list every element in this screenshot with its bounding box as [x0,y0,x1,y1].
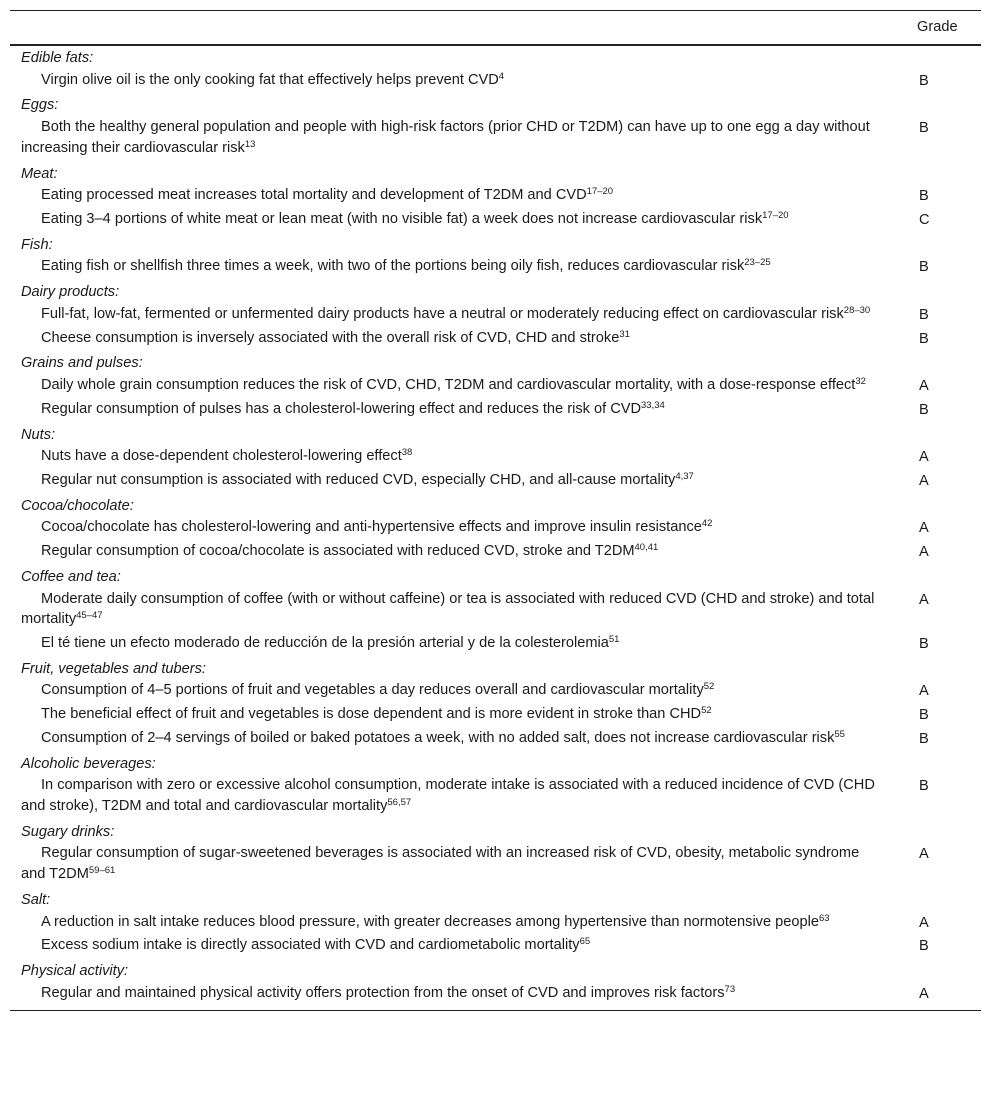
statement-text: Daily whole grain consumption reduces the risk of CVD, CHD, T2DM and cardiovascular mortality, with a dose-response effect [41,377,856,394]
statement-text: Regular consumption of cocoa/chocolate is associated with reduced CVD, stroke and T2DM [41,543,635,560]
reference-superscript: 4,37 [675,470,694,482]
reference-superscript: 52 [701,705,712,717]
recommendation-row [10,70,981,94]
statement-text: Virgin olive oil is the only cooking fat that effectively helps prevent CVD [41,71,499,88]
recommendation-statement [10,185,907,209]
recommendation-statement [10,843,907,887]
statement-text: Regular consumption of pulses has a cholesterol-lowering effect and reduces the risk of CVD [41,400,642,417]
evidence-table [10,10,981,1011]
reference-superscript: 33,34 [641,399,665,411]
recommendation-row [10,446,981,470]
category-heading: Coffee and tea: [21,568,121,585]
statement-text: Eating 3–4 portions of white meat or lean meat (with no visible fat) a week does not increase cardiovascular risk [41,211,763,228]
reference-superscript: 73 [724,983,736,995]
recommendation-statement [10,470,907,494]
recommendation-row [10,399,981,423]
table-body [10,45,981,1011]
grade-value: B [919,188,929,205]
recommendation-statement [10,70,907,94]
category-row [10,233,981,257]
recommendation-statement [10,304,907,328]
recommendation-row [10,912,981,936]
reference-superscript: 63 [818,912,830,924]
statement-text: Cocoa/chocolate has cholesterol-lowering and anti-hypertensive effects and improve insulin resistance [41,519,702,536]
grade-value: A [919,591,929,608]
category-heading: Dairy products: [21,284,120,301]
recommendation-row [10,589,981,633]
grade-value: B [919,120,929,137]
reference-superscript: 13 [244,138,256,150]
recommendation-statement [10,775,907,819]
statement-text: Consumption of 4–5 portions of fruit and vegetables a day reduces overall and cardiovascular mortality [41,682,704,699]
reference-superscript: 52 [703,681,715,693]
grade-value: B [919,401,929,418]
statement-text: Regular consumption of sugar-sweetened beverages is associated with an increased risk of CVD, obesity, metabolic syndrome and T2DM [21,845,860,883]
category-row [10,93,981,117]
recommendation-row [10,633,981,657]
statement-text: Excess sodium intake is directly associated with CVD and cardiometabolic mortality [41,937,580,954]
recommendation-statement [10,117,907,161]
reference-superscript: 59–61 [88,865,116,877]
recommendation-row [10,328,981,352]
statement-text: The beneficial effect of fruit and vegetables is dose dependent and is more evident in stroke than CHD [41,706,702,723]
recommendation-row [10,209,981,233]
reference-superscript: 17–20 [762,210,789,222]
grade-value: A [919,846,929,863]
statement-text: Nuts have a dose-dependent cholesterol-lowering effect [41,448,402,465]
reference-superscript: 55 [834,728,845,740]
reference-superscript: 40,41 [634,542,659,554]
grade-value: A [919,472,929,489]
statement-text: Regular nut consumption is associated with reduced CVD, especially CHD, and all-cause mortality [41,471,676,488]
grade-value: A [919,914,929,931]
header-statement [10,11,907,46]
reference-superscript: 45–47 [76,610,103,622]
grade-value: A [919,378,929,395]
recommendation-statement [10,983,907,1011]
statement-text: A reduction in salt intake reduces blood pressure, with greater decreases among hypertensive than normotensive people [41,913,819,930]
recommendation-row [10,117,981,161]
recommendation-statement [10,328,907,352]
recommendation-row [10,304,981,328]
reference-superscript: 23–25 [744,257,771,269]
category-row [10,657,981,681]
grade-value: A [919,520,929,537]
recommendation-statement [10,541,907,565]
statement-text: Eating fish or shellfish three times a week, with two of the portions being oily fish, reduces cardiovascular risk [41,258,745,275]
reference-superscript: 31 [619,328,630,340]
table-header [10,11,981,46]
category-row [10,494,981,518]
grade-value: A [919,449,929,466]
category-row [10,280,981,304]
statement-text: In comparison with zero or excessive alcohol consumption, moderate intake is associated with a reduced incidence of CVD (CHD and stroke), T2DM and total and cardiovascular mortality [21,777,875,814]
reference-superscript: 4 [498,70,505,82]
recommendation-row [10,728,981,752]
recommendation-row [10,517,981,541]
statement-text: Eating processed meat increases total mortality and development of T2DM and CVD [41,187,587,204]
recommendation-statement [10,935,907,959]
recommendation-statement [10,680,907,704]
category-heading: Eggs: [21,97,59,114]
category-heading: Cocoa/chocolate: [21,497,134,514]
reference-superscript: 17–20 [586,186,614,198]
recommendation-statement [10,256,907,280]
recommendation-row [10,680,981,704]
category-heading: Meat: [21,165,58,182]
recommendation-statement [10,517,907,541]
recommendation-row [10,541,981,565]
category-row [10,162,981,186]
category-heading: Grains and pulses: [21,355,143,372]
header-row [10,11,981,46]
reference-superscript: 56,57 [387,797,412,808]
category-heading: Nuts: [21,426,56,443]
statement-text: Cheese consumption is inversely associated with the overall risk of CVD, CHD and stroke [41,329,620,346]
category-row [10,423,981,447]
statement-text: El té tiene un efecto moderado de reducción de la presión arterial y de la colesterolemia [41,634,609,651]
recommendation-row [10,704,981,728]
reference-superscript: 65 [579,936,591,948]
reference-superscript: 51 [608,633,620,645]
category-row [10,959,981,983]
grade-value: B [919,330,929,347]
recommendation-statement [10,399,907,423]
recommendation-statement [10,912,907,936]
recommendation-statement [10,633,907,657]
recommendation-row [10,843,981,887]
grade-value: B [919,938,929,955]
statement-text: Regular and maintained physical activity offers protection from the onset of CVD and improves risk factors [41,984,725,1001]
category-heading: Sugary drinks: [21,823,115,840]
recommendation-row [10,185,981,209]
category-heading: Fish: [21,236,53,253]
category-row [10,888,981,912]
statement-text: Full-fat, low-fat, fermented or unfermented dairy products have a neutral or moderately reducing effect on cardiovascular risk [41,305,844,322]
grade-value: A [907,983,981,1011]
recommendation-row [10,775,981,819]
recommendation-statement [10,446,907,470]
category-heading: Salt: [21,891,51,908]
grade-value: B [919,778,929,795]
reference-superscript: 32 [855,376,866,388]
grade-value: B [919,259,929,276]
category-heading: Alcoholic beverages: [21,755,156,772]
category-row [10,820,981,844]
reference-superscript: 38 [401,447,413,459]
recommendation-statement [10,704,907,728]
header-grade: Grade [907,11,981,46]
category-heading: Physical activity: [21,963,129,980]
category-row [10,565,981,589]
recommendation-statement [10,375,907,399]
grade-value: B [919,635,929,652]
recommendation-statement [10,589,907,633]
recommendation-row [10,470,981,494]
category-row [10,752,981,776]
grade-value: C [919,212,930,229]
grade-value: A [919,683,929,700]
recommendation-row [10,375,981,399]
grade-value: B [919,707,929,724]
grade-value: B [919,730,929,747]
recommendation-row [10,983,981,1011]
recommendation-statement [10,209,907,233]
category-heading: Edible fats: [21,50,94,66]
statement-text: Consumption of 2–4 servings of boiled or baked potatoes a week, with no added salt, does not increase cardiovascular risk [41,729,835,746]
category-row [10,351,981,375]
statement-text: Moderate daily consumption of coffee (with or without caffeine) or tea is associated with reduced CVD (CHD and stroke) and total mortality [21,590,875,628]
reference-superscript: 42 [701,518,713,530]
grade-value: B [919,306,929,323]
statement-text: Both the healthy general population and people with high-risk factors (prior CHD or T2DM) can have up to one egg a day without increasing their cardiovascular risk [21,119,870,156]
recommendation-statement [10,728,907,752]
recommendation-row [10,935,981,959]
category-heading: Fruit, vegetables and tubers: [21,660,206,677]
grade-value: A [919,544,929,561]
recommendation-row [10,256,981,280]
category-row [10,45,981,70]
grade-value: B [919,72,929,89]
reference-superscript: 28–30 [843,304,871,316]
